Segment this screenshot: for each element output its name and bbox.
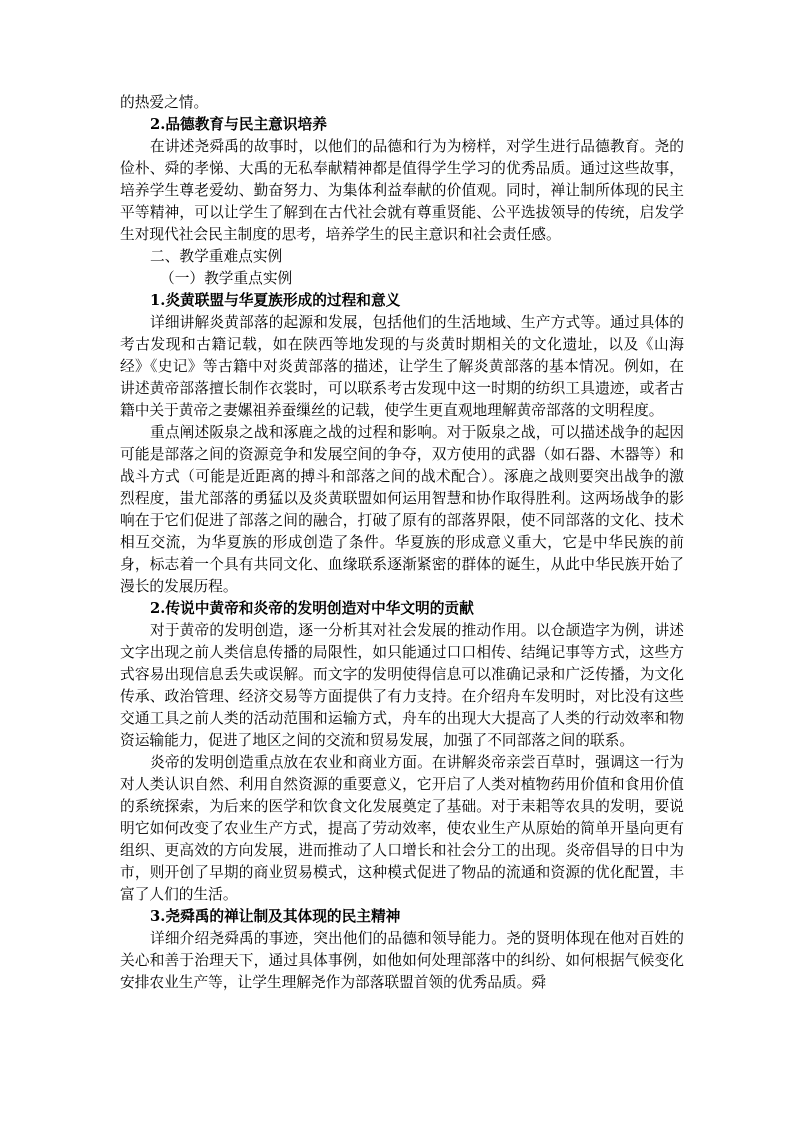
subheading-abdication-system: 3.尧舜禹的禅让制及其体现的民主精神	[150, 908, 401, 925]
paragraph-huangdi-inventions: 对于黄帝的发明创造，逐一分析其对社会发展的推动作用。以仓颉造字为例，讲述文字出现之前人类信息传播的局限性，如只能通过口口相传、结绳记事等方式，这些方式容易出现信息丢失或误解。而文字的发明使得信息可以准确记录和广泛传播，为文化传承、政治管理、经济交易等方面提供了有力支持。在介绍舟车发明时，对比没有这些交通工具之前人类的活动范围和运输方式，舟车的出现大大提高了人类的行动效率和物资运输能力，促进了地区之间的交流和贸易发展，加强了不同部落之间的联系。	[120, 622, 684, 749]
paragraph-yanhuang-origins: 详细讲解炎黄部落的起源和发展，包括他们的生活地域、生产方式等。通过具体的考古发现和古籍记载，如在陕西等地发现的与炎黄时期相关的文化遗址，以及《山海经》《史记》等古籍中对炎黄部落的描述，让学生了解炎黄部落的基本情况。例如，在讲述黄帝部落擅长制作衣裳时，可以联系考古发现中这一时期的纺织工具遗迹，或者古籍中关于黄帝之妻嫘祖养蚕缫丝的记载，使学生更直观地理解黄帝部落的文明程度。	[120, 314, 684, 419]
paragraph-continuation: 的热爱之情。	[120, 94, 209, 111]
paragraph-yao-shun-yu: 详细介绍尧舜禹的事迹，突出他们的品德和领导能力。尧的贤明体现在他对百姓的关心和善于治理天下，通过具体事例，如他如何处理部落中的纠纷、如何根据气候变化安排农业生产等，让学生理解尧作为部落联盟首领的优秀品质。舜	[120, 930, 684, 991]
section-heading-key-points: 二、教学重难点实例	[150, 248, 283, 265]
subheading-inventions: 2.传说中黄帝和炎帝的发明创造对中华文明的贡献	[150, 600, 474, 617]
subsection-heading-teaching-focus: （一）教学重点实例	[160, 270, 293, 287]
subheading-moral-education: 2.品德教育与民主意识培养	[150, 116, 327, 133]
document-body	[120, 92, 684, 994]
paragraph-moral-education: 在讲述尧舜禹的故事时，以他们的品德和行为为榜样，对学生进行品德教育。尧的俭朴、舜的孝悌、大禹的无私奉献精神都是值得学生学习的优秀品质。通过这些故事，培养学生尊老爱幼、勤奋努力、为集体利益奉献的价值观。同时，禅让制所体现的民主平等精神，可以让学生了解到在古代社会就有尊重贤能、公平选拔领导的传统，启发学生对现代社会民主制度的思考，培养学生的民主意识和社会责任感。	[120, 138, 684, 243]
paragraph-battles: 重点阐述阪泉之战和涿鹿之战的过程和影响。对于阪泉之战，可以描述战争的起因可能是部落之间的资源竞争和发展空间的争夺，双方使用的武器（如石器、木器等）和战斗方式（可能是近距离的搏斗和部落之间的战术配合）。涿鹿之战则要突出战争的激烈程度，蚩尤部落的勇猛以及炎黄联盟如何运用智慧和协作取得胜利。这两场战争的影响在于它们促进了部落之间的融合，打破了原有的部落界限，使不同部落的文化、技术相互交流，为华夏族的形成创造了条件。华夏族的形成意义重大，它是中华民族的前身，标志着一个具有共同文化、血缘联系逐渐紧密的群体的诞生，从此中华民族开始了漫长的发展历程。	[120, 424, 684, 595]
paragraph-yandi-inventions: 炎帝的发明创造重点放在农业和商业方面。在讲解炎帝亲尝百草时，强调这一行为对人类认识自然、利用自然资源的重要意义，它开启了人类对植物药用价值和食用价值的系统探索，为后来的医学和饮食文化发展奠定了基础。对于耒耜等农具的发明，要说明它如何改变了农业生产方式，提高了劳动效率，使农业生产从原始的简单开垦向更有组织、更高效的方向发展，进而推动了人口增长和社会分工的出现。炎帝倡导的日中为市，则开创了早期的商业贸易模式，这种模式促进了物品的流通和资源的优化配置，丰富了人们的生活。	[120, 754, 684, 903]
subheading-yanhuang-alliance: 1.炎黄联盟与华夏族形成的过程和意义	[150, 292, 401, 309]
